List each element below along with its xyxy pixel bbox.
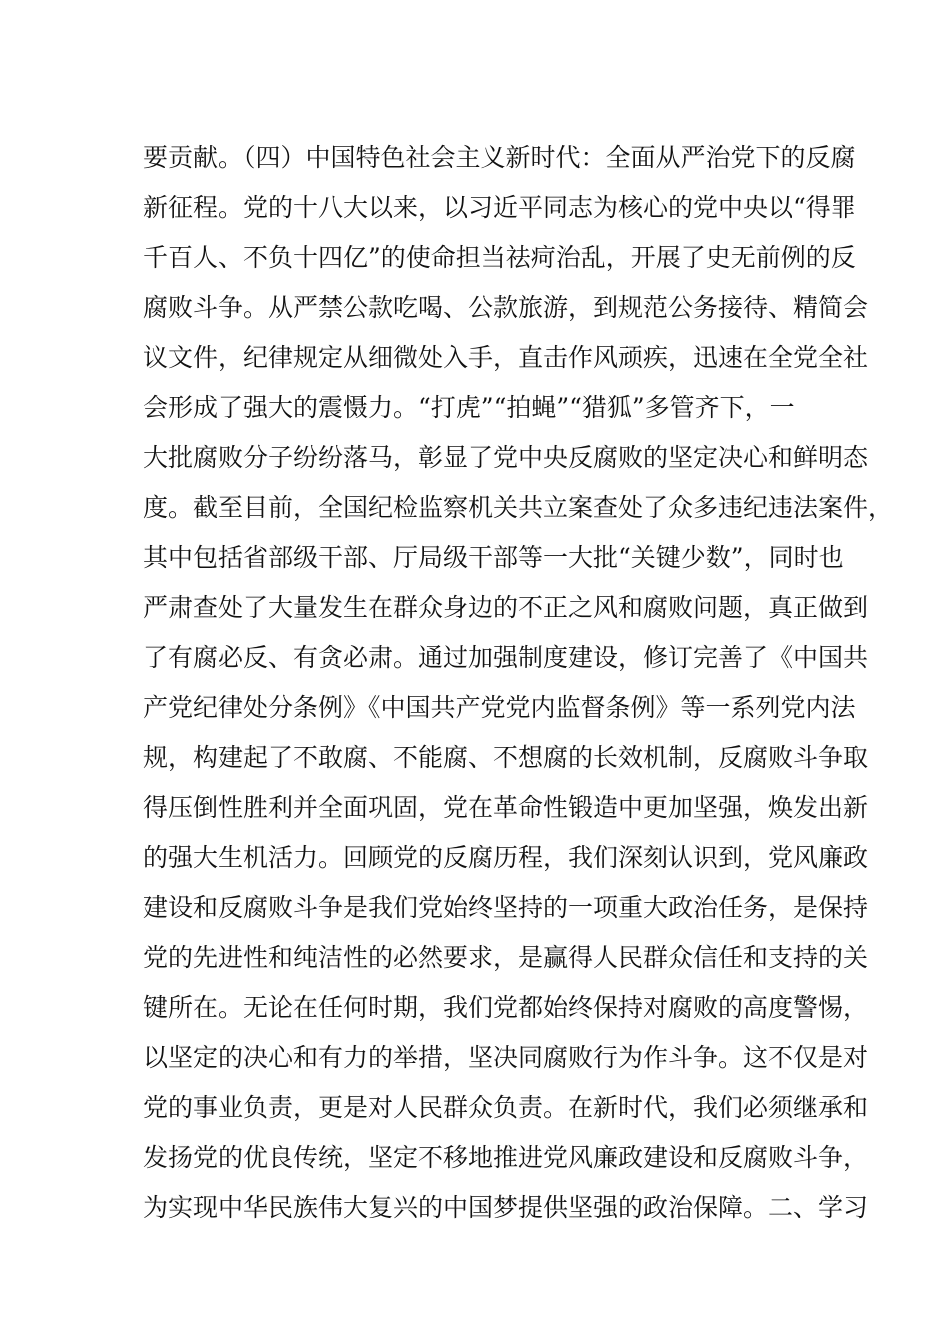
text-line: 议文件，纪律规定从细微处入手，直击作风顽疾，迅速在全党全社 [143,343,869,372]
text-line: 大批腐败分子纷纷落马，彰显了党中央反腐败的坚定决心和鲜明态 [143,443,869,472]
text-line: 严肃查处了大量发生在群众身边的不正之风和腐败问题，真正做到 [143,593,869,622]
text-line: 建设和反腐败斗争是我们党始终坚持的一项重大政治任务，是保持 [143,893,869,922]
text-line: 以坚定的决心和有力的举措，坚决同腐败行为作斗争。这不仅是对 [143,1043,869,1072]
text-line: 为实现中华民族伟大复兴的中国梦提供坚强的政治保障。二、学习 [143,1193,869,1222]
text-line: 新征程。党的十八大以来，以习近平同志为核心的党中央以“得罪 [143,193,856,222]
text-line: 得压倒性胜利并全面巩固，党在革命性锻造中更加坚强，焕发出新 [143,793,869,822]
text-line: 要贡献。（四）中国特色社会主义新时代：全面从严治党下的反腐 [143,143,856,172]
text-line: 键所在。无论在任何时期，我们党都始终保持对腐败的高度警惕， [143,993,869,1022]
text-line: 了有腐必反、有贪必肃。通过加强制度建设，修订完善了《中国共 [143,643,869,672]
text-line: 发扬党的优良传统，坚定不移地推进党风廉政建设和反腐败斗争， [143,1143,869,1172]
text-line: 千百人、不负十四亿”的使命担当祛疴治乱，开展了史无前例的反 [143,243,856,272]
text-line: 的强大生机活力。回顾党的反腐历程，我们深刻认识到，党风廉政 [143,843,869,872]
text-line: 度。截至目前，全国纪检监察机关共立案查处了众多违纪违法案件， [143,493,894,522]
text-line: 其中包括省部级干部、厅局级干部等一大批“关键少数”，同时也 [143,543,844,572]
body-text [143,133,894,1233]
text-line: 规，构建起了不敢腐、不能腐、不想腐的长效机制，反腐败斗争取 [143,743,869,772]
text-line: 腐败斗争。从严禁公款吃喝、公款旅游，到规范公务接待、精简会 [143,293,869,322]
text-line: 党的事业负责，更是对人民群众负责。在新时代，我们必须继承和 [143,1093,869,1122]
text-line: 党的先进性和纯洁性的必然要求，是赢得人民群众信任和支持的关 [143,943,869,972]
text-line: 产党纪律处分条例》《中国共产党党内监督条例》等一系列党内法 [143,693,856,722]
text-line: 会形成了强大的震慑力。“打虎”“拍蝇”“猎狐”多管齐下，一 [143,393,795,422]
